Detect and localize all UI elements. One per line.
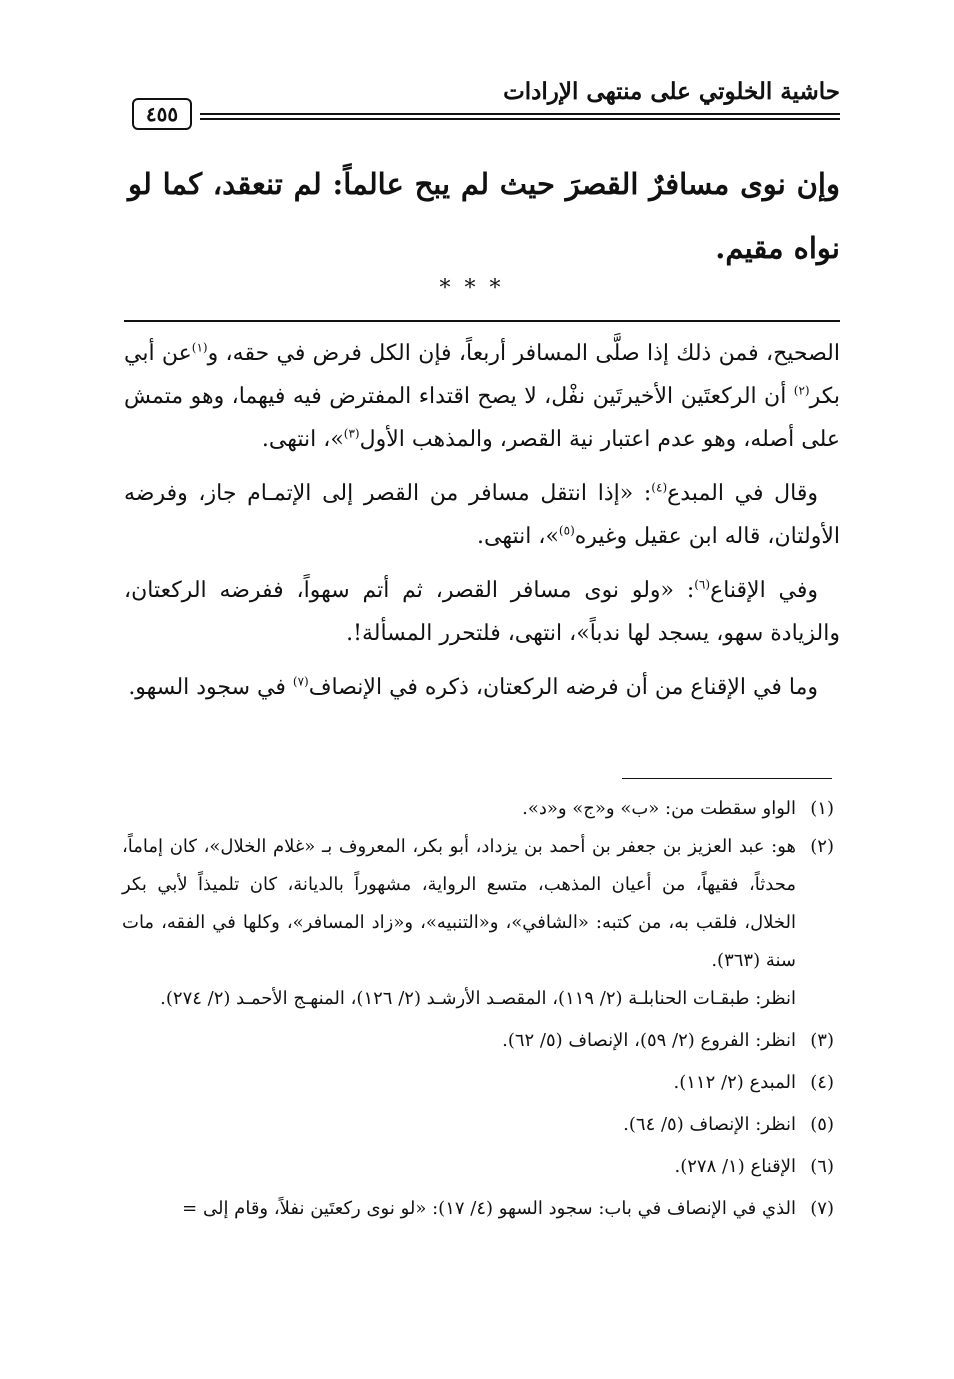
commentary-paragraph: وقال في المبدع$^{(٤)}$: «إذا انتقل مسافر من القصر إلى الإتمـام جاز، وفرضه الأولتان، قاله ابن عقيل وغيره$^{(٥)}$»، انتهى. <box>124 480 840 549</box>
footnote <box>122 828 834 980</box>
footnote-ref: (١) <box>191 340 208 355</box>
text-divider <box>124 320 840 322</box>
footnote-ref: (٧) <box>292 674 309 689</box>
footnote <box>122 980 796 1018</box>
commentary-paragraph: الصحيح، فمن ذلك إذا صلَّى المسافر أربعاً، فإن الكل فرض في حقه، و$^{(١)}$عن أبي بكر$^{(٢)}$ أن الركعتَين الأخيرتَين نفْل، لا يصح اقتداء المفترض فيه فيهما، وهو متمش على أصله، وهو عدم اعتبار نية القصر، والمذهب الأول$^{(٣)}$»، انتهى. <box>124 340 840 452</box>
footnote-ref: (٦) <box>694 577 711 592</box>
footnote <box>122 1064 834 1102</box>
footnotes <box>122 790 834 1228</box>
section-separator: *** <box>439 276 515 301</box>
footnote <box>122 1022 834 1060</box>
commentary-paragraph: وما في الإقناع من أن فرضه الركعتان، ذكره في الإنصاف$^{(٧)}$ في سجود السهو. <box>128 674 818 700</box>
footnote-text: انظر: الإنصاف (٥/ ٦٤). <box>623 1114 796 1135</box>
footnote-text: المبدع (٢/ ١١٢). <box>673 1072 796 1093</box>
running-title: حاشية الخلوتي على منتهى الإرادات <box>503 78 840 105</box>
footnote-ref: (٥) <box>558 523 575 538</box>
footnote-number: (٦) <box>810 1156 834 1177</box>
footnote-rule <box>622 778 832 779</box>
commentary <box>124 332 840 720</box>
footnote-ref: (٣) <box>343 426 360 441</box>
footnote-ref: (٢) <box>793 383 810 398</box>
footnote <box>122 790 834 828</box>
footnote-number: (٢) <box>810 836 834 857</box>
header-rule <box>200 118 840 120</box>
footnote <box>122 1148 834 1186</box>
page-number: ٤٥٥ <box>132 98 192 130</box>
footnote-number: (٣) <box>810 1030 834 1051</box>
main-text: وإن نوى مسافرٌ القصرَ حيث لم يبح عالماً: لم تنعقد، كما لو نواه مقيم. <box>128 167 840 265</box>
footnote <box>122 1106 834 1144</box>
footnote-text: الواو سقطت من: «ب» و«ج» و«د». <box>522 798 796 819</box>
footnote-ref: (٤) <box>651 480 668 495</box>
header-rule <box>200 113 840 115</box>
footnote-number: (٧) <box>810 1198 834 1219</box>
footnote-text: الذي في الإنصاف في باب: سجود السهو (٤/ ١٧): «لو نوى ركعتَين نفلاً، وقام إلى = <box>182 1198 796 1219</box>
footnote-number: (٤) <box>810 1072 834 1093</box>
footnote-number: (١) <box>810 798 834 819</box>
footnote-text: انظر: طبقـات الحنابلـة (٢/ ١١٩)، المقصـد الأرشـد (٢/ ١٢٦)، المنهـج الأحمـد (٢/ ٢٧٤). <box>160 988 796 1009</box>
commentary-paragraph: وفي الإقناع$^{(٦)}$: «ولو نوى مسافر القصر، ثم أتم سهواً، ففرضه الركعتان، والزيادة سهو، يسجد لها ندباً»، انتهى، فلتحرر المسألة!. <box>124 577 840 646</box>
page-header <box>132 76 840 126</box>
footnote-number: (٥) <box>810 1114 834 1135</box>
footnote-text: انظر: الفروع (٢/ ٥٩)، الإنصاف (٥/ ٦٢). <box>502 1030 796 1051</box>
footnote-text: الإقناع (١/ ٢٧٨). <box>674 1156 796 1177</box>
footnote <box>122 1190 834 1228</box>
footnote-text: هو: عبد العزيز بن جعفر بن أحمد بن يزداد، أبو بكر، المعروف بـ «غلام الخلال»، كان إماماً، محدثاً، فقيهاً، من أعيان المذهب، متسع الرواية، مشهوراً بالديانة، كان تلميذاً لأبي بكر الخلال، فلقب به، من كتبه: «الشافي»، و«التنبيه»، و«زاد المسافر»، وكلها في الفقه، مات سنة (٣٦٣). <box>122 836 796 971</box>
